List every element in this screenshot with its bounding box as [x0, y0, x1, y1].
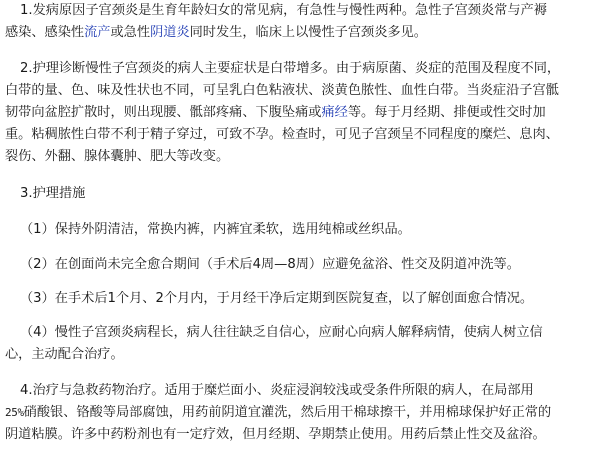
- p4-text-2: 硝酸银、铬酸等局部腐蚀，用药前阴道宜灌洗，然后用干棉球擦干，并用棉球保护好正常的: [23, 405, 552, 420]
- link-tongjing[interactable]: 痛经: [321, 105, 348, 120]
- p3-item-3-text: （3）在手术后1个月、2个月内，于月经干净后定期到医院复查，以了解创面愈合情况。: [20, 291, 534, 306]
- p2-text-1: 2.护理诊断慢性子宫颈炎的病人主要症状是白带增多。由于病原菌、炎症的范围及程度不同，: [20, 61, 561, 76]
- p1-text-2a: 感染、感染性: [5, 25, 85, 40]
- p4-line-1: [20, 380, 534, 402]
- p3-item-2-text: （2）在创面尚未完全愈合期间（手术后4周—8周）应避免盆浴、性交及阴道冲洗等。: [20, 257, 520, 272]
- p2-text-2: 白带的量、色、味及性状也不同，可呈乳白色粘液状、淡黄色脓性、血性白带。当炎症沿子宫骶: [5, 83, 559, 98]
- p3-heading: [20, 183, 85, 205]
- p1-line-2: [5, 22, 427, 44]
- p1-text-2c: 同时发生，临床上以慢性子宫颈炎多见。: [189, 25, 427, 40]
- p3-item-4-text-1: （4）慢性子宫颈炎病程长，病人往往缺乏自信心，应耐心向病人解释病情，使病人树立信: [20, 325, 543, 340]
- p2-text-3a: 韧带向盆腔扩散时，则出现腰、骶部疼痛、下腹坠痛或: [5, 105, 322, 120]
- p1-line-1: [20, 0, 547, 22]
- p1-text-1: 1.发病原因子宫颈炎是生育年龄妇女的常见病，有急性与慢性两种。急性子宫颈炎常与产褥: [20, 3, 547, 18]
- p2-line-4: [5, 124, 559, 146]
- p2-line-2: [5, 80, 559, 102]
- p4-line-2: [5, 402, 551, 424]
- p2-line-3: [5, 102, 546, 124]
- p4-text-3: 阴道粘膜。许多中药粉剂也有一定疗效，但月经期、孕期禁止使用。用药后禁止性交及盆浴。: [5, 427, 546, 442]
- p3-item-4-text-2: 心，主动配合治疗。: [5, 347, 124, 362]
- p3-heading-text: 3.护理措施: [20, 186, 86, 201]
- p2-text-4: 重。粘稠脓性白带不利于精子穿过，可致不孕。检查时，可见子宫颈呈不同程度的糜烂、息肉、: [5, 127, 559, 142]
- p4-text-1: 4.治疗与急救药物治疗。适用于糜烂面小、炎症浸润较浅或受条件所限的病人，在局部用: [20, 383, 534, 398]
- p2-text-3b: 等。每于月经期、排便或性交时加: [347, 105, 546, 120]
- p3-item-1: [20, 219, 411, 241]
- p4-text-2-percent: 25%: [5, 406, 24, 419]
- p3-item-2: [20, 254, 520, 276]
- p1-text-2b: 或急性: [110, 25, 151, 40]
- p3-item-1-text: （1）保持外阴清洁，常换内裤，内裤宜柔软，选用纯棉或丝织品。: [20, 222, 411, 237]
- p3-item-4-line-2: [5, 344, 124, 366]
- p2-line-5: [5, 146, 229, 168]
- link-yindaoyan[interactable]: 阴道炎: [150, 25, 190, 40]
- p2-text-5: 裂伤、外翻、腺体囊肿、肥大等改变。: [5, 149, 230, 164]
- p2-line-1: [20, 58, 560, 80]
- link-liuchan[interactable]: 流产: [84, 25, 111, 40]
- p3-item-4-line-1: [20, 322, 543, 344]
- p4-line-3: [5, 424, 546, 446]
- p3-item-3: [20, 288, 533, 310]
